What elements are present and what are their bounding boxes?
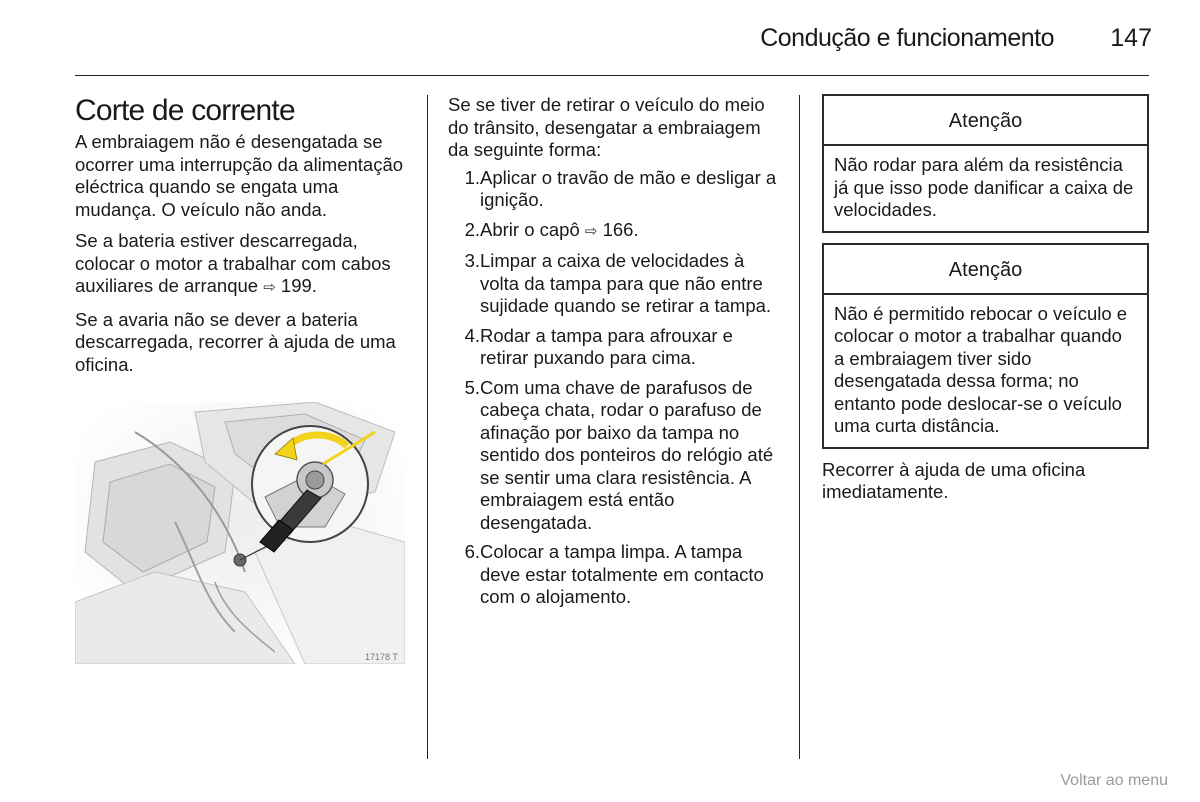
warning-heading: Atenção xyxy=(824,96,1147,146)
step-text: Limpar a caixa de velocidades à volta da tampa para que não entre sujidade quando se retirar a tampa. xyxy=(480,250,772,316)
list-item xyxy=(448,167,783,212)
step-number: 3. xyxy=(464,250,480,271)
list-item xyxy=(448,541,783,609)
step-text: Rodar a tampa para afrouxar e retirar puxando para cima. xyxy=(480,324,733,368)
procedure-intro: Se se tiver de retirar o veículo do meio do trânsito, desengatar a embraiagem da seguinte forma: xyxy=(448,94,765,160)
illustration-code: 17178 T xyxy=(365,652,398,662)
transmission-cover-illustration xyxy=(75,402,405,664)
list-item xyxy=(448,250,783,318)
step-text: Abrir o capô xyxy=(480,218,580,240)
header-divider xyxy=(75,75,1149,76)
page-reference-link[interactable]: 166. xyxy=(602,218,639,240)
step-number: 2. xyxy=(464,218,480,240)
step-number: 1. xyxy=(464,166,480,188)
paragraph-battery xyxy=(75,230,415,300)
section-title: Corte de corrente xyxy=(75,94,295,127)
page-number: 147 xyxy=(1110,24,1152,52)
step-text: Colocar a tampa limpa. A tampa deve estar totalmente em contacto com o alojamento. xyxy=(480,541,764,607)
cross-reference-arrow-icon: ⇨ xyxy=(263,279,276,296)
engine-bay-drawing xyxy=(75,402,405,664)
column-divider-2 xyxy=(799,95,800,759)
paragraph-battery-text: Se a bateria estiver descarregada, colocar o motor a trabalhar com cabos auxiliares de arranque xyxy=(75,230,391,296)
warning-box xyxy=(822,94,1149,233)
warning-text: Não rodar para além da resistência já que isso pode danificar a caixa de velocidades. xyxy=(834,154,1134,220)
back-to-menu-link[interactable]: Voltar ao menu xyxy=(1060,772,1168,789)
paragraph-power-cut: A embraiagem não é desengatada se ocorrer uma interrupção da alimentação eléctrica quando se engata uma mudança. O veículo não anda. xyxy=(75,131,404,220)
chapter-title: Condução e funcionamento xyxy=(760,24,1054,52)
procedure-steps xyxy=(448,167,783,609)
list-item xyxy=(448,325,783,370)
step-number: 5. xyxy=(464,376,480,398)
column-1 xyxy=(75,94,415,385)
workshop-advice: Recorrer à ajuda de uma oficina imediatamente. xyxy=(822,458,1086,502)
step-number: 4. xyxy=(464,324,480,346)
cross-reference-arrow-icon: ⇨ xyxy=(584,222,598,240)
column-3 xyxy=(822,94,1149,504)
column-divider-1 xyxy=(427,95,428,759)
warning-text: Não é permitido rebocar o veículo e colocar o motor a trabalhar quando a embraiagem tiver sido desengatada dessa forma; no entanto pode deslocar-se o veículo uma curta distância. xyxy=(834,302,1128,436)
step-number: 6. xyxy=(464,541,480,562)
step-text: Com uma chave de parafusos de cabeça chata, rodar o parafuso de afinação por baixo da tampa no sentido dos ponteiros do relógio até se sentir uma clara resistência. A embraiagem está então desengatada. xyxy=(480,376,774,533)
step-text: Aplicar o travão de mão e desligar a ignição. xyxy=(480,166,777,210)
warning-box xyxy=(822,243,1149,449)
paragraph-workshop: Se a avaria não se dever a bateria descarregada, recorrer à ajuda de uma oficina. xyxy=(75,308,396,375)
column-2 xyxy=(448,94,783,616)
page-reference-link[interactable]: 199. xyxy=(280,275,317,296)
warning-heading: Atenção xyxy=(824,245,1147,295)
list-item xyxy=(448,219,783,244)
step-text-container xyxy=(480,219,783,244)
list-item xyxy=(448,377,783,535)
